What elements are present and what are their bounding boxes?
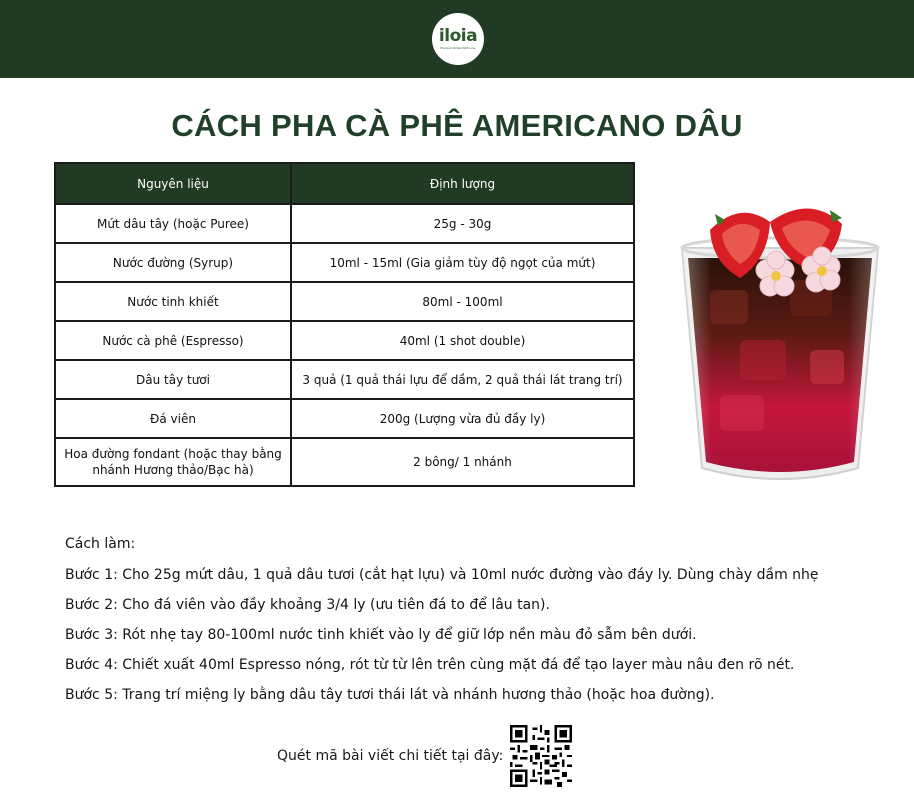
page-title: CÁCH PHA CÀ PHÊ AMERICANO DÂU [171, 108, 743, 143]
table-row [55, 321, 634, 360]
ingredient-cell: Nước tinh khiết [55, 282, 291, 321]
table-row [55, 360, 634, 399]
amount-cell: 40ml (1 shot double) [291, 321, 634, 360]
method-heading: Cách làm: [65, 536, 136, 552]
ingredients-table [54, 162, 635, 487]
amount-cell: 80ml - 100ml [291, 282, 634, 321]
logo-tagline: Premium Drinks With Love [440, 46, 476, 50]
step-5: Bước 5: Trang trí miệng ly bằng dâu tây tươi thái lát và nhánh hương thảo (hoặc hoa đường). [65, 687, 715, 703]
strawberry-americano-drink-image [670, 200, 890, 495]
step-3: Bước 3: Rót nhẹ tay 80-100ml nước tinh khiết vào ly để giữ lớp nền màu đỏ sẫm bên dưới. [65, 627, 697, 643]
ingredient-cell: Nước cà phê (Espresso) [55, 321, 291, 360]
header-bar [0, 0, 914, 78]
amount-cell: 2 bông/ 1 nhánh [291, 438, 634, 486]
method-section [65, 536, 905, 715]
table-row [55, 204, 634, 243]
ingredient-cell: Nước đường (Syrup) [55, 243, 291, 282]
header-ingredient: Nguyên liệu [55, 163, 291, 204]
amount-cell: 25g - 30g [291, 204, 634, 243]
ingredient-cell: Đá viên [55, 399, 291, 438]
qr-section [277, 725, 572, 787]
ingredient-cell: Dâu tây tươi [55, 360, 291, 399]
step-2: Bước 2: Cho đá viên vào đầy khoảng 3/4 ly (ưu tiên đá to để lâu tan). [65, 597, 550, 613]
ingredient-cell: Hoa đường fondant (hoặc thay bằng nhánh Hương thảo/Bạc hà) [55, 438, 291, 486]
table-row [55, 243, 634, 282]
amount-cell: 3 quả (1 quả thái lựu để dầm, 2 quả thái lát trang trí) [291, 360, 634, 399]
logo-text: iloia [438, 26, 478, 46]
amount-cell: 10ml - 15ml (Gia giảm tùy độ ngọt của mứt) [291, 243, 634, 282]
qr-label: Quét mã bài viết chi tiết tại đây: [277, 748, 504, 764]
header-amount: Định lượng [291, 163, 634, 204]
step-1: Bước 1: Cho 25g mứt dâu, 1 quả dâu tươi (cắt hạt lựu) và 10ml nước đường vào đáy ly. Dùng chày dầm nhẹ [65, 567, 819, 583]
qr-code-icon[interactable] [510, 725, 572, 787]
table-row [55, 399, 634, 438]
table-row [55, 438, 634, 486]
table-header-row [55, 163, 634, 204]
step-4: Bước 4: Chiết xuất 40ml Espresso nóng, rót từ từ lên trên cùng mặt đá để tạo layer màu nâu đen rõ nét. [65, 657, 795, 673]
amount-cell: 200g (Lượng vừa đủ đầy ly) [291, 399, 634, 438]
brand-logo[interactable] [432, 13, 484, 65]
ingredient-cell: Mứt dâu tây (hoặc Puree) [55, 204, 291, 243]
table-row [55, 282, 634, 321]
